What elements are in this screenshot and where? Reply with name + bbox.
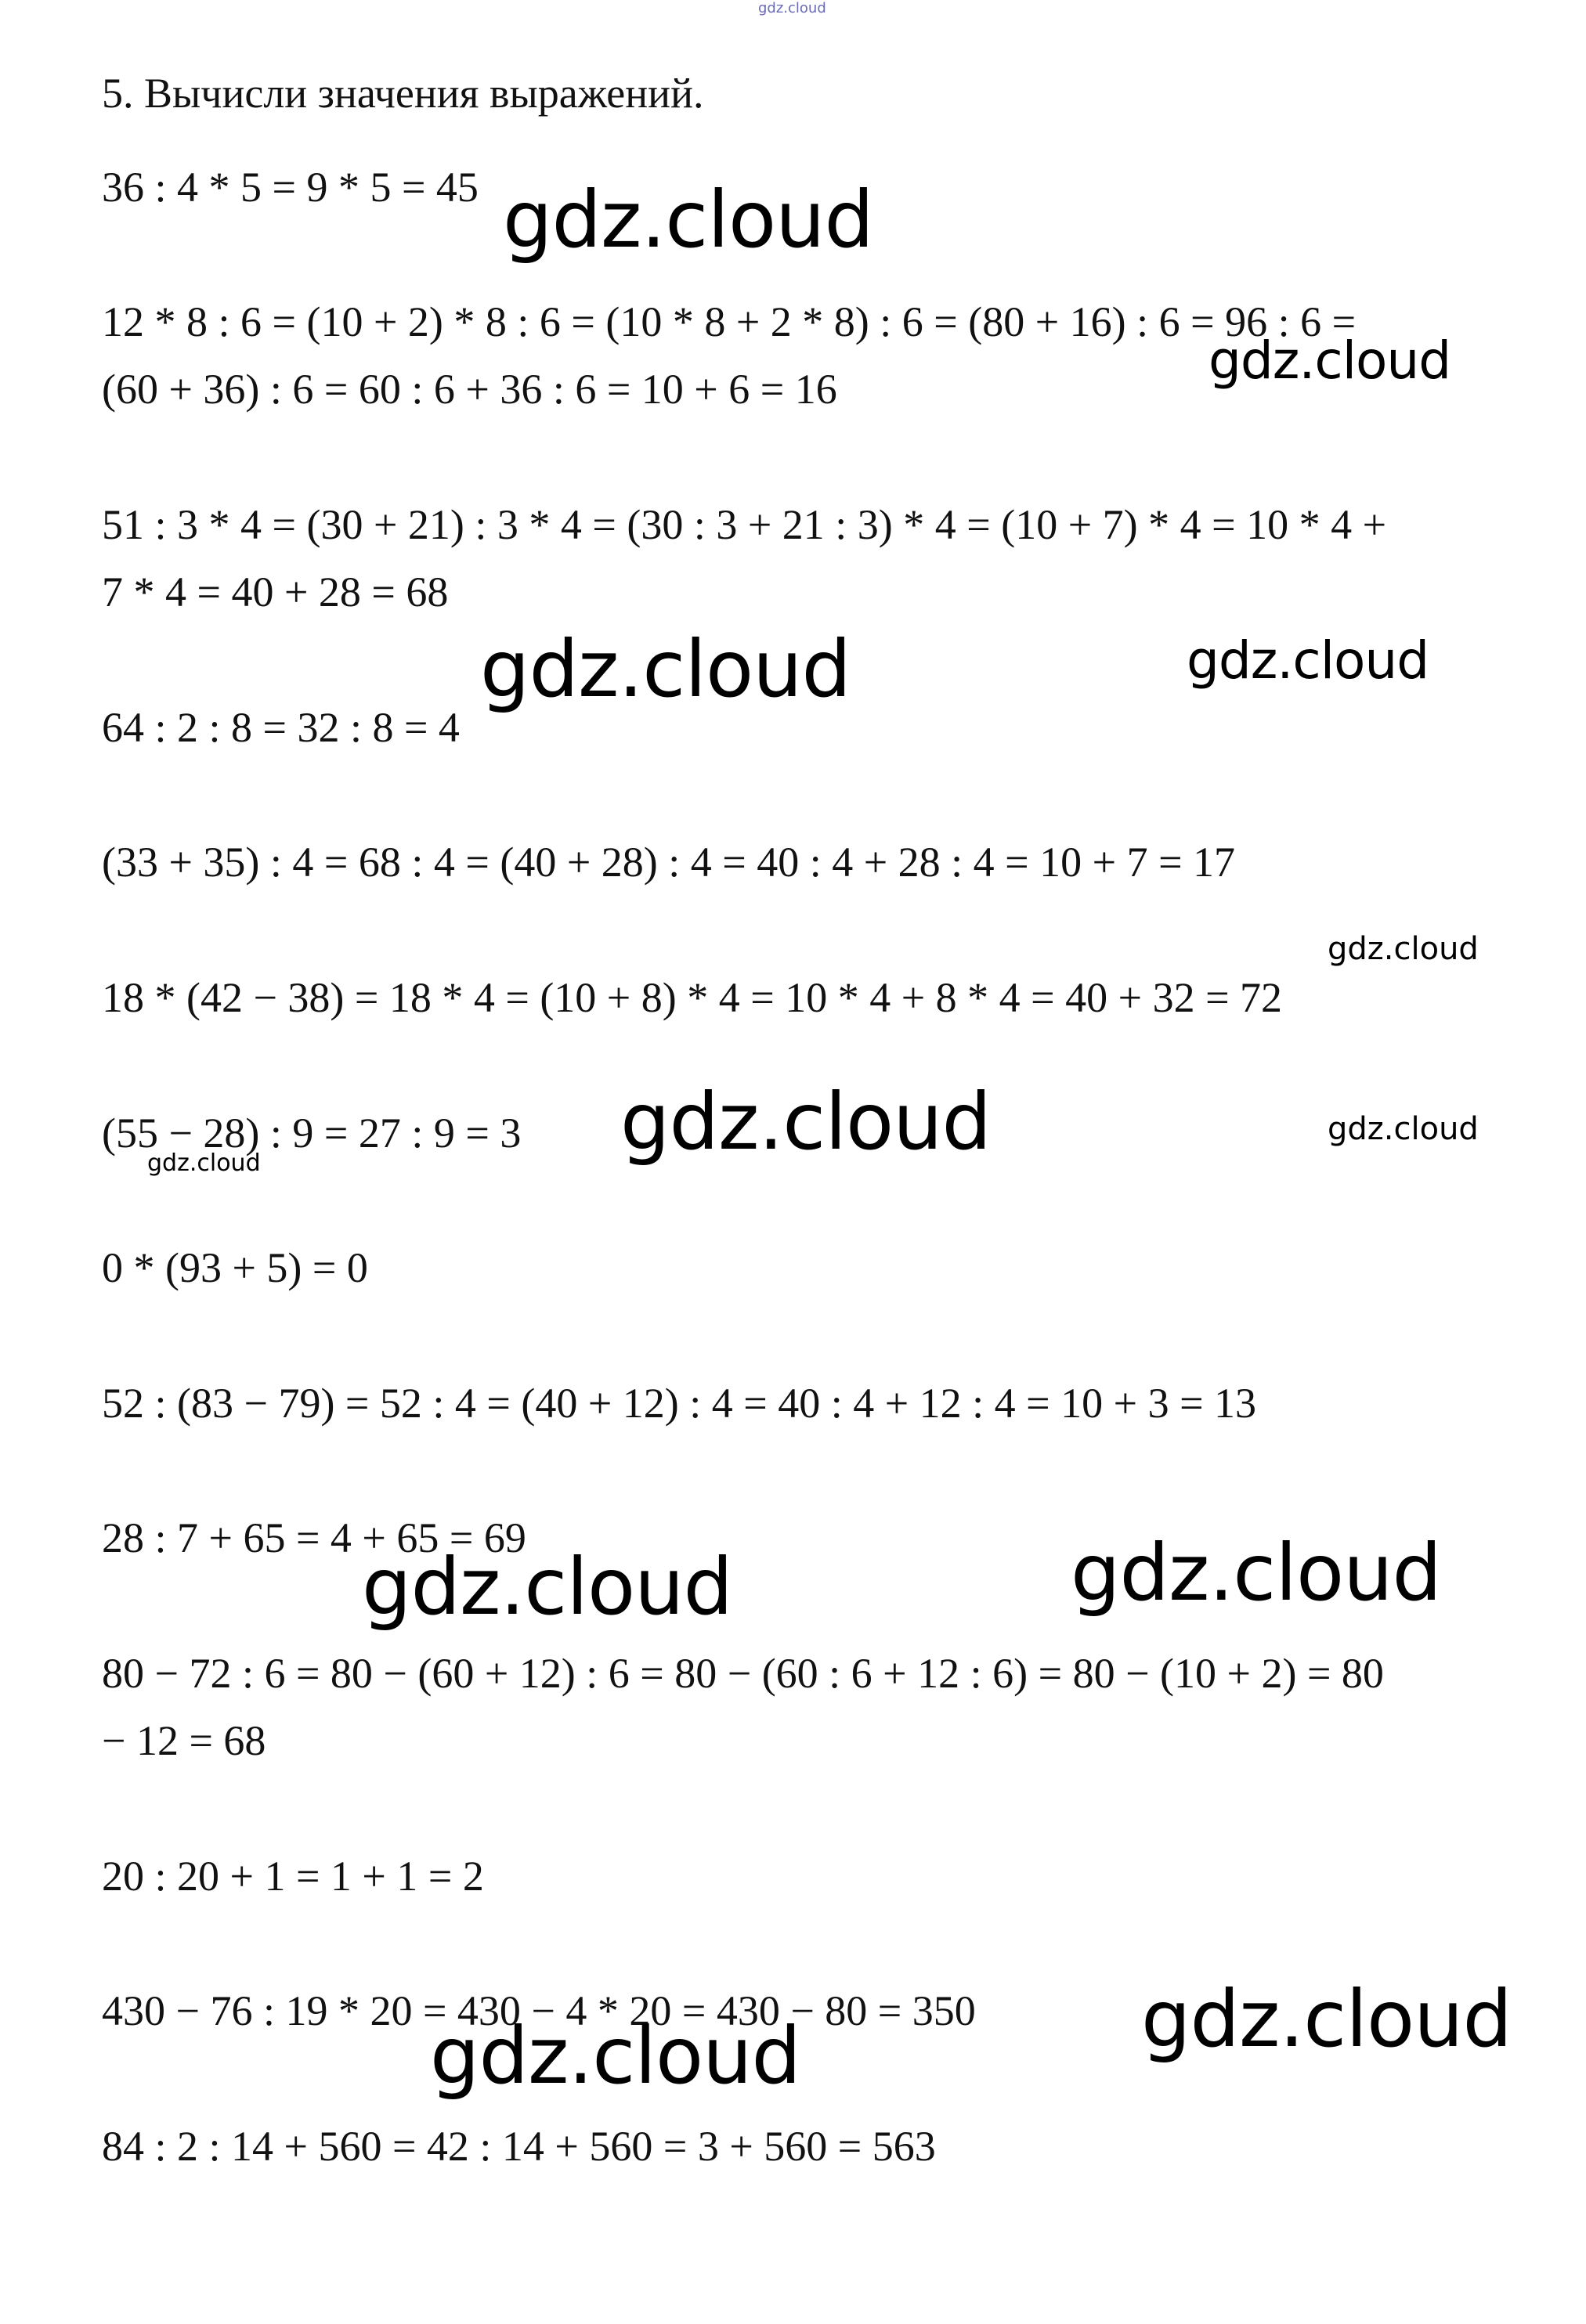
watermark: gdz.cloud <box>1208 330 1451 391</box>
expression-line: (60 + 36) : 6 = 60 : 6 + 36 : 6 = 10 + 6 = 16 <box>102 366 837 413</box>
expression-line: (33 + 35) : 4 = 68 : 4 = (40 + 28) : 4 = 40 : 4 + 28 : 4 = 10 + 7 = 17 <box>102 839 1236 886</box>
expression-line: 64 : 2 : 8 = 32 : 8 = 4 <box>102 704 460 751</box>
expression-line: 36 : 4 * 5 = 9 * 5 = 45 <box>102 164 479 211</box>
watermark: gdz.cloud <box>1141 1973 1512 2065</box>
expression-line: 52 : (83 − 79) = 52 : 4 = (40 + 12) : 4 = 40 : 4 + 12 : 4 = 10 + 3 = 13 <box>102 1380 1257 1427</box>
expression-line: (55 − 28) : 9 = 27 : 9 = 3 <box>102 1110 522 1157</box>
watermark: gdz.cloud <box>1328 1111 1479 1147</box>
exercise-title: 5. Вычисли значения выражений. <box>102 70 704 117</box>
expression-line: 0 * (93 + 5) = 0 <box>102 1244 368 1291</box>
watermark: gdz.cloud <box>1328 931 1479 967</box>
watermark: gdz.cloud <box>503 174 874 265</box>
watermark: gdz.cloud <box>620 1076 992 1167</box>
watermark: gdz.cloud <box>1187 630 1429 691</box>
watermark: gdz.cloud <box>1071 1527 1442 1618</box>
expression-line: 28 : 7 + 65 = 4 + 65 = 69 <box>102 1514 526 1561</box>
expression-line: 80 − 72 : 6 = 80 − (60 + 12) : 6 = 80 − (60 : 6 + 12 : 6) = 80 − (10 + 2) = 80 <box>102 1650 1384 1697</box>
expression-line: 51 : 3 * 4 = (30 + 21) : 3 * 4 = (30 : 3 + 21 : 3) * 4 = (10 + 7) * 4 = 10 * 4 + <box>102 501 1387 548</box>
expression-line: 430 − 76 : 19 * 20 = 430 − 4 * 20 = 430 − 80 = 350 <box>102 1987 976 2034</box>
expression-line: 18 * (42 − 38) = 18 * 4 = (10 + 8) * 4 = 10 * 4 + 8 * 4 = 40 + 32 = 72 <box>102 974 1283 1021</box>
expression-line: 20 : 20 + 1 = 1 + 1 = 2 <box>102 1853 484 1900</box>
watermark: gdz.cloud <box>480 623 851 715</box>
watermark: gdz.cloud <box>430 2010 801 2102</box>
expression-line: 7 * 4 = 40 + 28 = 68 <box>102 568 449 615</box>
expression-line: − 12 = 68 <box>102 1717 266 1764</box>
watermark: gdz.cloud <box>147 1149 261 1177</box>
expression-line: 12 * 8 : 6 = (10 + 2) * 8 : 6 = (10 * 8 + 2 * 8) : 6 = (80 + 16) : 6 = 96 : 6 = <box>102 298 1357 345</box>
header-watermark: gdz.cloud <box>758 0 826 16</box>
expression-line: 84 : 2 : 14 + 560 = 42 : 14 + 560 = 3 + 560 = 563 <box>102 2123 936 2170</box>
watermark: gdz.cloud <box>362 1541 733 1633</box>
